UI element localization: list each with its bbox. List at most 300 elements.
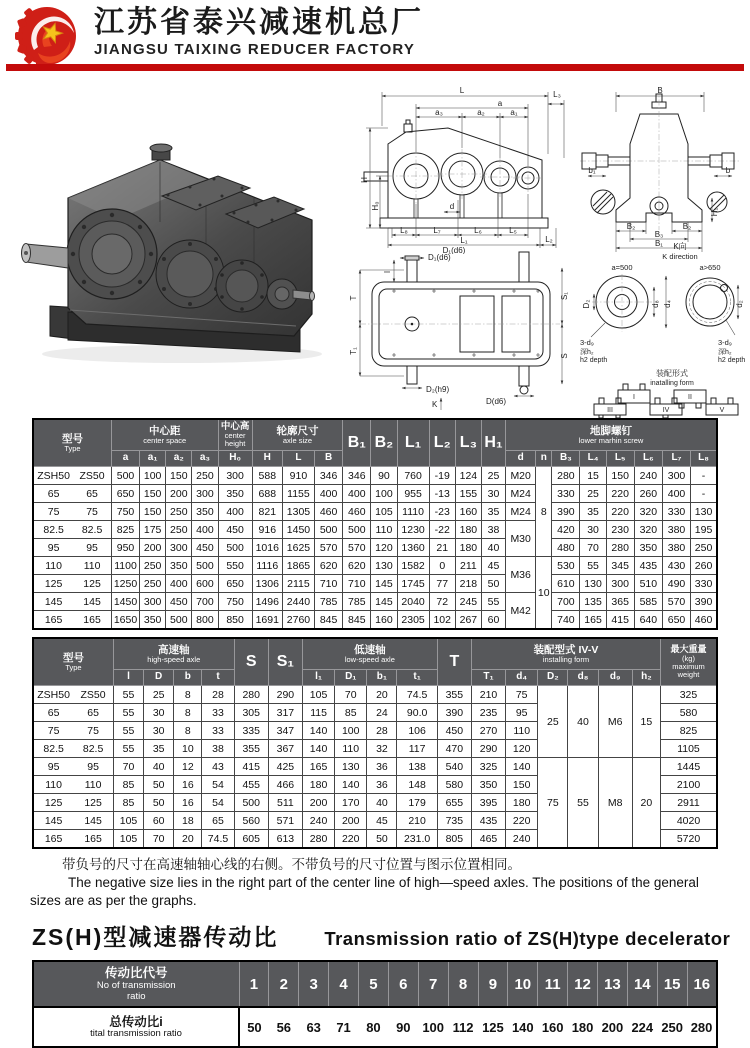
table-cell: 400 xyxy=(166,575,192,593)
table-cell: 1745 xyxy=(397,575,429,593)
subcol-a2: a₂ xyxy=(166,451,192,467)
table-cell: 110 xyxy=(73,557,111,575)
table-cell: 45 xyxy=(367,812,397,830)
table-cell: 250 xyxy=(166,503,192,521)
table-cell: 65 xyxy=(73,704,113,722)
table-cell: 280 xyxy=(552,467,580,485)
col-header-axle-size xyxy=(252,419,343,451)
table-cell: 50 xyxy=(481,575,505,593)
table-cell: 105 xyxy=(302,686,334,704)
table-cell: 910 xyxy=(282,467,314,485)
table-cell: 8 xyxy=(174,686,202,704)
table-cell: 25 xyxy=(538,686,568,758)
table-cell: M24 xyxy=(506,503,536,521)
table-cell: 470 xyxy=(437,740,471,758)
table-cell: 916 xyxy=(252,521,282,539)
header-label: center space xyxy=(143,435,187,445)
table-cell: 640 xyxy=(634,611,662,630)
table-cell: - xyxy=(691,467,717,485)
subcol-H: H xyxy=(252,451,282,467)
subcol-b1: b₁ xyxy=(367,670,397,686)
table-cell: 63 xyxy=(299,1007,329,1047)
subcol-D: D xyxy=(144,670,174,686)
table-cell: 430 xyxy=(662,557,690,575)
table-cell: 250 xyxy=(140,575,166,593)
table-cell: 72 xyxy=(429,593,455,611)
table-cell: 435 xyxy=(634,557,662,575)
table-cell: 325 xyxy=(471,758,505,776)
table-cell: 500 xyxy=(343,521,371,539)
table-cell: 21 xyxy=(429,539,455,557)
table-cell: 455 xyxy=(234,776,268,794)
svg-text:L₅: L₅ xyxy=(509,226,517,235)
table2-body xyxy=(33,686,717,849)
table-cell: 120 xyxy=(371,539,397,557)
table-cell: 100 xyxy=(371,485,397,503)
svg-text:B: B xyxy=(657,86,663,95)
table-cell: 650 xyxy=(218,575,252,593)
table-cell: 30 xyxy=(580,521,606,539)
table-cell: 145 xyxy=(371,575,397,593)
table-cell: 15 xyxy=(657,961,687,1007)
table-cell: 160 xyxy=(455,503,481,521)
table-cell: 280 xyxy=(687,1007,717,1047)
table-cell: 36 xyxy=(367,758,397,776)
table-cell: 150 xyxy=(606,467,634,485)
header-label: 高速轴 xyxy=(158,643,190,656)
table-cell: 110 xyxy=(371,521,397,539)
table-cell: 54 xyxy=(202,776,234,794)
header-label: 装配型式 IV-V xyxy=(533,643,599,656)
table-cell: 50 xyxy=(239,1007,269,1047)
table-cell: 16 xyxy=(687,961,717,1007)
table-cell: 140 xyxy=(302,722,334,740)
table-cell: 1360 xyxy=(397,539,429,557)
table-row xyxy=(33,611,717,630)
table-cell: 450 xyxy=(437,722,471,740)
table-cell: 145 xyxy=(371,593,397,611)
table-cell: 75 xyxy=(538,758,568,849)
table-cell: 138 xyxy=(397,758,437,776)
section-title-en: Transmission ratio of ZS(H)type decelerator xyxy=(324,928,731,950)
table-cell: ZSH50 xyxy=(33,686,73,704)
table-cell: 80 xyxy=(359,1007,389,1047)
svg-text:D₂: D₂ xyxy=(582,299,591,309)
header-label: Type xyxy=(64,443,81,453)
table-cell: 40 xyxy=(481,539,505,557)
subcol-t1: t₁ xyxy=(397,670,437,686)
table-cell: 145 xyxy=(33,593,73,611)
table-cell: -13 xyxy=(429,485,455,503)
table-cell: 1496 xyxy=(252,593,282,611)
table-cell: 450 xyxy=(166,593,192,611)
table-cell: 170 xyxy=(335,794,367,812)
label-en: ratio xyxy=(127,990,146,1002)
table-cell: 390 xyxy=(691,593,717,611)
subcol-a: a xyxy=(111,451,139,467)
table-cell: 415 xyxy=(234,758,268,776)
table-cell: 1625 xyxy=(282,539,314,557)
header-label: high-speed axle xyxy=(147,654,201,664)
table-cell: 8 xyxy=(448,961,478,1007)
table-cell: 710 xyxy=(315,575,343,593)
table-cell: 15 xyxy=(632,686,660,758)
table-cell: 1155 xyxy=(282,485,314,503)
table-cell: 8 xyxy=(174,722,202,740)
header-label: (kg) xyxy=(682,653,695,663)
table-cell: 400 xyxy=(662,485,690,503)
table-cell: 12 xyxy=(568,961,598,1007)
table-cell: 500 xyxy=(111,467,139,485)
svg-text:l: l xyxy=(383,271,392,273)
table-cell: 570 xyxy=(662,593,690,611)
svg-text:a>650: a>650 xyxy=(699,263,721,272)
table-cell: 148 xyxy=(397,776,437,794)
col-header-L1: L₁ xyxy=(397,419,429,467)
table-cell: 395 xyxy=(471,794,505,812)
subcol-b: b xyxy=(174,670,202,686)
table-cell: 950 xyxy=(111,539,139,557)
table-cell: 8 xyxy=(536,467,552,557)
table-cell: 450 xyxy=(192,539,218,557)
table-cell: 33 xyxy=(202,704,234,722)
table-cell: 650 xyxy=(662,611,690,630)
table-cell: 290 xyxy=(471,740,505,758)
table-cell: 560 xyxy=(234,812,268,830)
table-cell: 500 xyxy=(315,521,343,539)
table-row xyxy=(33,593,717,611)
table-cell: 330 xyxy=(552,485,580,503)
table-cell: -22 xyxy=(429,521,455,539)
subcol-L8: L₈ xyxy=(691,451,717,467)
table-cell: 300 xyxy=(140,593,166,611)
col-header-max-weight xyxy=(660,638,717,686)
table-cell: 20 xyxy=(367,686,397,704)
table-row xyxy=(33,539,717,557)
svg-text:L₈: L₈ xyxy=(400,226,408,235)
table-cell: 100 xyxy=(335,722,367,740)
table-cell: 55 xyxy=(568,758,598,849)
table-cell: 150 xyxy=(506,776,538,794)
table-cell: 800 xyxy=(192,611,218,630)
table-cell: 165 xyxy=(33,611,73,630)
table-cell: 650 xyxy=(111,485,139,503)
header-label: 轮廓尺寸 xyxy=(276,424,319,437)
plan-view-drawing xyxy=(348,246,572,412)
table-cell: 300 xyxy=(166,539,192,557)
table-cell: 70 xyxy=(113,758,143,776)
table-cell: 2100 xyxy=(660,776,717,794)
table-cell: 220 xyxy=(506,812,538,830)
header-label: center xyxy=(224,431,246,441)
table-cell: 5 xyxy=(359,961,389,1007)
front-view-drawing xyxy=(352,82,574,254)
table-cell: 180 xyxy=(455,521,481,539)
subcol-l1: l₁ xyxy=(302,670,334,686)
table-cell: 75 xyxy=(73,722,113,740)
col-header-S: S xyxy=(234,638,268,686)
table-cell: 3 xyxy=(299,961,329,1007)
table-cell: 125 xyxy=(33,575,73,593)
table-cell: 165 xyxy=(302,758,334,776)
table-cell: M30 xyxy=(506,521,536,557)
table-cell: ZS50 xyxy=(73,686,113,704)
header-label: lower marhin screw xyxy=(578,435,644,445)
table-cell: 10 xyxy=(174,740,202,758)
table-cell: 71 xyxy=(329,1007,359,1047)
table-cell: 55 xyxy=(481,593,505,611)
table-cell: 56 xyxy=(269,1007,299,1047)
svg-text:L: L xyxy=(459,86,465,95)
table-cell: 240 xyxy=(634,467,662,485)
table-cell: M6 xyxy=(598,686,632,758)
table-cell: 365 xyxy=(606,593,634,611)
table-cell: 74.5 xyxy=(397,686,437,704)
table-cell: 50 xyxy=(367,830,397,849)
subcol-d: d xyxy=(506,451,536,467)
table-cell: 330 xyxy=(662,503,690,521)
table-cell: M42 xyxy=(506,593,536,630)
table-cell: 90.0 xyxy=(397,704,437,722)
table-cell: 610 xyxy=(552,575,580,593)
table-cell: 28 xyxy=(202,686,234,704)
table-cell: 220 xyxy=(606,503,634,521)
subcol-t: t xyxy=(202,670,234,686)
label-cn: 总传动比i xyxy=(109,1014,163,1029)
svg-text:H: H xyxy=(360,177,369,183)
col-header-foot-screw xyxy=(506,419,717,451)
table-cell: 33 xyxy=(202,722,234,740)
header-label: 中心高 xyxy=(220,421,250,433)
svg-text:H₀: H₀ xyxy=(371,201,380,211)
table-cell: 1305 xyxy=(282,503,314,521)
table-cell: 5720 xyxy=(660,830,717,849)
table-cell: 735 xyxy=(437,812,471,830)
table-cell: 110 xyxy=(335,740,367,758)
table-cell: 82.5 xyxy=(33,521,73,539)
table-cell: 435 xyxy=(471,812,505,830)
table-cell: 350 xyxy=(634,539,662,557)
table-cell: 82.5 xyxy=(73,521,111,539)
col-header-H1: H₁ xyxy=(481,419,505,467)
table-cell: 200 xyxy=(598,1007,628,1047)
table-cell: 85 xyxy=(113,776,143,794)
col-header-B2: B₂ xyxy=(371,419,397,467)
table-cell: -23 xyxy=(429,503,455,521)
factory-logo-icon xyxy=(14,3,80,69)
table-cell: 38 xyxy=(202,740,234,758)
table-cell: 740 xyxy=(552,611,580,630)
table-cell: 1105 xyxy=(660,740,717,758)
subcol-L5: L₅ xyxy=(606,451,634,467)
table-cell: 785 xyxy=(343,593,371,611)
table-cell: 35 xyxy=(144,740,174,758)
table1-body xyxy=(33,467,717,630)
table-cell: 100 xyxy=(140,467,166,485)
table-cell: 82.5 xyxy=(33,740,73,758)
table-cell: 2305 xyxy=(397,611,429,630)
table-cell: 460 xyxy=(315,503,343,521)
table-cell: 60 xyxy=(144,812,174,830)
table-cell: 155 xyxy=(455,485,481,503)
svg-text:3-d₉: 3-d₉ xyxy=(718,338,732,347)
table-cell: 821 xyxy=(252,503,282,521)
table-cell: 65 xyxy=(33,704,73,722)
table-cell: 510 xyxy=(634,575,662,593)
table-cell: 130 xyxy=(335,758,367,776)
table-cell: 180 xyxy=(302,776,334,794)
table-row xyxy=(33,467,717,485)
table-cell: 2911 xyxy=(660,794,717,812)
table-cell: 55 xyxy=(113,722,143,740)
table-cell: 2115 xyxy=(282,575,314,593)
table-cell: 300 xyxy=(218,467,252,485)
svg-text:V: V xyxy=(719,407,725,414)
table-cell: 346 xyxy=(315,467,343,485)
table-cell: 195 xyxy=(691,521,717,539)
table-cell: 305 xyxy=(234,704,268,722)
svg-text:T₁: T₁ xyxy=(349,347,358,355)
table-cell: 400 xyxy=(343,485,371,503)
svg-text:B₂: B₂ xyxy=(682,222,692,231)
table-cell: 250 xyxy=(657,1007,687,1047)
table-cell: 317 xyxy=(268,704,302,722)
table-cell: 65 xyxy=(202,812,234,830)
table-cell: 466 xyxy=(268,776,302,794)
table-cell: 300 xyxy=(662,467,690,485)
table-cell: 45 xyxy=(481,557,505,575)
table-cell: 490 xyxy=(662,575,690,593)
svg-text:T: T xyxy=(349,295,358,301)
table-cell: 480 xyxy=(552,539,580,557)
table-cell: 95 xyxy=(33,539,73,557)
table-cell: - xyxy=(691,485,717,503)
table-cell: 260 xyxy=(634,485,662,503)
subcol-H0: H₀ xyxy=(218,451,252,467)
table-cell: 1865 xyxy=(282,557,314,575)
table-cell: 700 xyxy=(552,593,580,611)
col-header-S1: S₁ xyxy=(268,638,302,686)
table-cell: 130 xyxy=(691,503,717,521)
label-cn: 传动比代号 xyxy=(104,966,168,981)
svg-text:h2 depth: h2 depth xyxy=(580,357,608,364)
table-cell: 102 xyxy=(429,611,455,630)
table-cell: 110 xyxy=(33,557,73,575)
table-cell: 400 xyxy=(192,521,218,539)
table-cell: ZS50 xyxy=(73,467,111,485)
table-cell: 4020 xyxy=(660,812,717,830)
table-cell: 135 xyxy=(580,593,606,611)
table-cell: 218 xyxy=(455,575,481,593)
header-label: Type xyxy=(65,662,82,672)
table-cell: 38 xyxy=(481,521,505,539)
svg-text:B₁: B₁ xyxy=(654,239,664,248)
table-cell: 320 xyxy=(634,521,662,539)
table-cell: 40 xyxy=(144,758,174,776)
header-label: 地脚螺钉 xyxy=(590,424,633,437)
table-cell: 785 xyxy=(315,593,343,611)
table-cell: 0 xyxy=(429,557,455,575)
table-cell: 750 xyxy=(218,593,252,611)
svg-text:B₂: B₂ xyxy=(626,222,636,231)
table2-header xyxy=(33,638,717,686)
subcol-B: B xyxy=(315,451,343,467)
table-cell: 550 xyxy=(218,557,252,575)
table-cell: 35 xyxy=(580,503,606,521)
table-cell: 350 xyxy=(218,485,252,503)
table-cell: 16 xyxy=(174,776,202,794)
header-divider xyxy=(6,64,744,71)
svg-text:D₂(h9): D₂(h9) xyxy=(426,385,450,394)
header-label: weight xyxy=(677,669,700,679)
table-cell: 710 xyxy=(343,575,371,593)
svg-text:a₃: a₃ xyxy=(435,108,443,117)
table-cell: 2040 xyxy=(397,593,429,611)
table-cell: 2760 xyxy=(282,611,314,630)
table-row xyxy=(33,758,717,776)
table-row xyxy=(33,485,717,503)
table-cell: 300 xyxy=(606,575,634,593)
table-cell: 345 xyxy=(606,557,634,575)
table-row xyxy=(33,686,717,704)
table-cell: 125 xyxy=(73,575,111,593)
table-cell: 850 xyxy=(218,611,252,630)
footnotes xyxy=(30,856,720,909)
table-cell: 10 xyxy=(536,557,552,630)
header-label: 型号 xyxy=(62,651,84,664)
company-name-en: JIANGSU TAIXING REDUCER FACTORY xyxy=(94,41,416,58)
table-cell: 179 xyxy=(397,794,437,812)
table-cell: 460 xyxy=(691,611,717,630)
table-cell: 955 xyxy=(397,485,429,503)
table-cell: 115 xyxy=(302,704,334,722)
header-label: installing form xyxy=(542,654,590,664)
table-cell: 54 xyxy=(202,794,234,812)
table-cell: 110 xyxy=(506,722,538,740)
table-cell: 16 xyxy=(174,794,202,812)
label-en: tital transmission ratio xyxy=(90,1028,182,1040)
svg-text:d: d xyxy=(449,202,455,211)
table-cell: 250 xyxy=(166,521,192,539)
table-cell: 1445 xyxy=(660,758,717,776)
table-cell: 280 xyxy=(234,686,268,704)
table-cell: M8 xyxy=(598,758,632,849)
col-header-L2: L₂ xyxy=(429,419,455,467)
svg-text:a₁: a₁ xyxy=(510,108,518,117)
table-cell: 165 xyxy=(580,611,606,630)
col-header-type xyxy=(33,638,113,686)
table-cell: 350 xyxy=(140,611,166,630)
ratio-value-row xyxy=(33,1007,717,1047)
table1-header xyxy=(33,419,717,467)
table-cell: 1306 xyxy=(252,575,282,593)
table-cell: 380 xyxy=(662,539,690,557)
table-cell: 140 xyxy=(302,740,334,758)
col-header-installing-form xyxy=(471,638,660,670)
table-cell: 125 xyxy=(73,794,113,812)
table-cell: 105 xyxy=(113,830,143,849)
table-cell: 140 xyxy=(335,776,367,794)
table-cell: 350 xyxy=(192,503,218,521)
table-cell: 688 xyxy=(252,485,282,503)
subcol-B3: B₃ xyxy=(552,451,580,467)
table-cell: 600 xyxy=(192,575,218,593)
table-cell: 267 xyxy=(455,611,481,630)
table-cell: 511 xyxy=(268,794,302,812)
table-cell: 390 xyxy=(552,503,580,521)
svg-text:S: S xyxy=(560,353,569,359)
table-cell: 235 xyxy=(471,704,505,722)
